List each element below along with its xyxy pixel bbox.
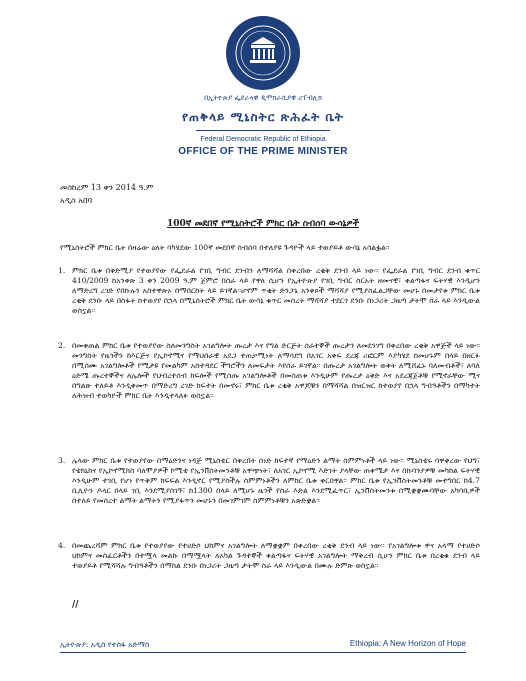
list-item-text: በመቀጠል ምክር ቤቱ የተወያየው ስለመንግስት አገልግሎት ጡረታ እና የግል ድርጅት ሰራተኞች ጡረታን ለመደንገግ በቀረበው ረቂቅ አዋጅች ላይ ነው፡፡ መንግስት የዜጎችን ከእርጅና የኢኮኖሚና የማህበራዊ አደጋ ተጠቃሚነት ለማሳደግ በአገር አቀፍ ደረጃ ሪፎርም እያካሄደ ከመሆኑም በላይ በዘርፉ በሚሰሙ አገልግሎቶች የሚታዩ የመልካም አስተዳደር ችግሮችን ለመፍታት እየሰራ ይገኛል፡፡ በጡረታ አገልግሎት ወቅት ለሚሸፈኑ ባለመብቶች፣ ለባለ ዕድሜ ጡረተኞችና ለሌሎች የህብረተሰብ ክፍሎች የሚሰጡ አገልግሎቶች በመሰጠቱ እንዲሁም የጡረታ ዕቅድ እና አደረጃጀቶቹ የሚኖራቸው ሚና በግልጽ ተለይቶ እንዲቀመጥ በማድረግ ረገድ ክፍተት በመኖሩ፣ ምክር ቤቱ ረቂቅ አዋጆቹን በማሻሻል በዝርዝር ከተወያየ በኋላ ግብዓቶችን በማካተት ለሕዝብ ተወካዮች ምክር ቤት እንዲተላለፉ ወስኗል፡፡ — [72, 341, 480, 401]
list-item-text: ምክር ቤቱ በቅድሚያ የተወያየው የፌደራል የገቢ ግብር ደንብን ለማሻሻል በቀረበው ረቂቅ ደንብ ላይ ነው፡፡ የፌደራል የገቢ ግብር ደንብ ቁጥር 410/2009 ከአንቀጽ 3 ቀን 2009 ዓ.ም ጀምሮ በስራ ላይ የዋለ ሲሆን የኢትዮጵያ የገቢ ግብር ስርአት ዘመናዊ፣ ቀልጣፋና ፍትሃዊ እንዲሆን ለማድረግ ረገድ የበኩሉን አስተዋጽኦ በማበርከት ላይ ይገኛል፡፡ሆኖም ጥቂት ድንጋጌ አንቀጾች ማሻሻያ የሚያስፈልጋቸው መሆኑ በመታየቱ ምክር ቤቱ ረቂቅ ደንቡ ላይ በስፋት ከተወያየ በኋላ በሚኒስትሮች ምክር ቤት ውሳኔ ቁጥር መሰረት ማሻሻያ ተደርጎ ደንቡ በነጋሪት ጋዜጣ ታትሞ ስራ ላይ እንዲውል ወስኗል፡፡ — [72, 266, 480, 316]
list-item-number: 3. — [58, 456, 66, 465]
list-item — [52, 266, 480, 338]
list-item-text: በመጨረሻም ምክር ቤቱ የተወያየው የተሀድሶ ህክምና አገልግሎት ለማቋቋም በቀረበው ረቂቅ ደንብ ላይ ነው፡፡ የአገልግሎቱ ዋና አላማ የተሀድሶ ህክምና መስፈርቶችን በተሟላ መልኩ በማሟላት ለአካል ጉዳተኞች ቀልጣፋና ፍትሃዊ አገልግሎት ማቅረብ ሲሆን ምክር ቤቱ በረቂቁ ደንብ ላይ ተወያይቶ የሚሻሻሉ ግብዓቶችን በማከል ደንቡ በነጋሪት ጋዜጣ ታትሞ ስራ ላይ እንዲውል በሙሉ ድምጽ ወስኗል፡፡ — [72, 541, 480, 571]
intro-paragraph: የሚኒስትሮች ምክር ቤት በዛሬው ዕለት ባካሄደው 100ኛ መደበኛ ስብሰባ በተለያዩ ጉዳዮች ላይ ተወያይቶ ውሳኔ አሳልፏል፡፡ — [60, 243, 390, 252]
list-item — [52, 541, 480, 593]
release-place: አዲስ አበባ — [60, 196, 93, 205]
list-item-number: 4. — [58, 541, 66, 550]
list-item-number: 2. — [58, 341, 66, 350]
closing-mark: // — [72, 600, 79, 610]
decision-list — [52, 266, 480, 596]
country-name-english: Federal Democratic Republic of Ethiopia — [200, 136, 326, 143]
release-date: መስከረም 13 ቀን 2014 ዓ.ም — [60, 183, 154, 192]
list-item — [52, 456, 480, 538]
footer-slogan-amharic: ኢትዮጵያ: አዲስ የተስፋ አድማስ — [60, 640, 150, 649]
footer-divider — [60, 652, 466, 653]
document-title: 100ኛ መደበኛ የሚኒስትሮች ምክር ቤት ስብሰባ ውሳኔዎች — [167, 219, 359, 229]
office-name-amharic-small: በኢትዮጵያ ፌደራላዊ ዲሞክራሲያዊ ሪፐብሊክ — [204, 94, 322, 102]
prime-minister-office-emblem-icon — [226, 16, 300, 90]
list-item — [52, 341, 480, 453]
list-item-text: ሌላው ምክር ቤቱ የተወያየው በማዕድንና ነዳጅ ሚኒስቴር በቀረበት ሰነድ ከፍተኛ የማዕድን ልማት ስምምነቶች ላይ ነው፡፡ ሚኒስቴሩ ባዋቀረው የህግ፣ የቴክኒክና የኢኮኖሚክስ ባለሞያዎች ኮሚቴ የኢንቨስትመንቶቹ አዋጭነት፣ ለአገር ኢኮኖሚ እድገት ያላቸው ጠቀሜታ እና በኩባንያዎቹ መካከል ፍትሃዊ እንዲሁም ተገቢ የሆነ የጥቅም ክፍፍል እንዲኖር የሚያስችሉ ስምምነቶችን ለምክር ቤቱ ቀርበዋል፡፡ ምክር ቤቱ የኢንቨስትመንቶቹ መተግበር ከ4.7 ቢሊዮን ዶላር በላይ ገቢ እንደሚያስገኝ፣ ከ1300 በላይ ለሚሆኑ ዜጎች የስራ እድል እንደሚፈጥር፣ ኢንቨስትመንቱ በሚቋቋሙባቸው አካባቢዎች በተለይ የመሰረተ ልማት ልማትን የሚያፋጥን መሆኑን በመገምገም ስምምነቶቹን አጽድቋል፡፡ — [72, 456, 480, 506]
office-name-english: OFFICE OF THE PRIME MINISTER — [178, 146, 348, 157]
office-name-amharic: የጠቅላይ ሚኒስትር ጽሕፈት ቤት — [182, 110, 344, 124]
footer-slogan-english: Ethiopia: A New Horizon of Hope — [349, 639, 466, 648]
header-divider — [196, 130, 330, 131]
list-item-number: 1. — [58, 266, 66, 275]
